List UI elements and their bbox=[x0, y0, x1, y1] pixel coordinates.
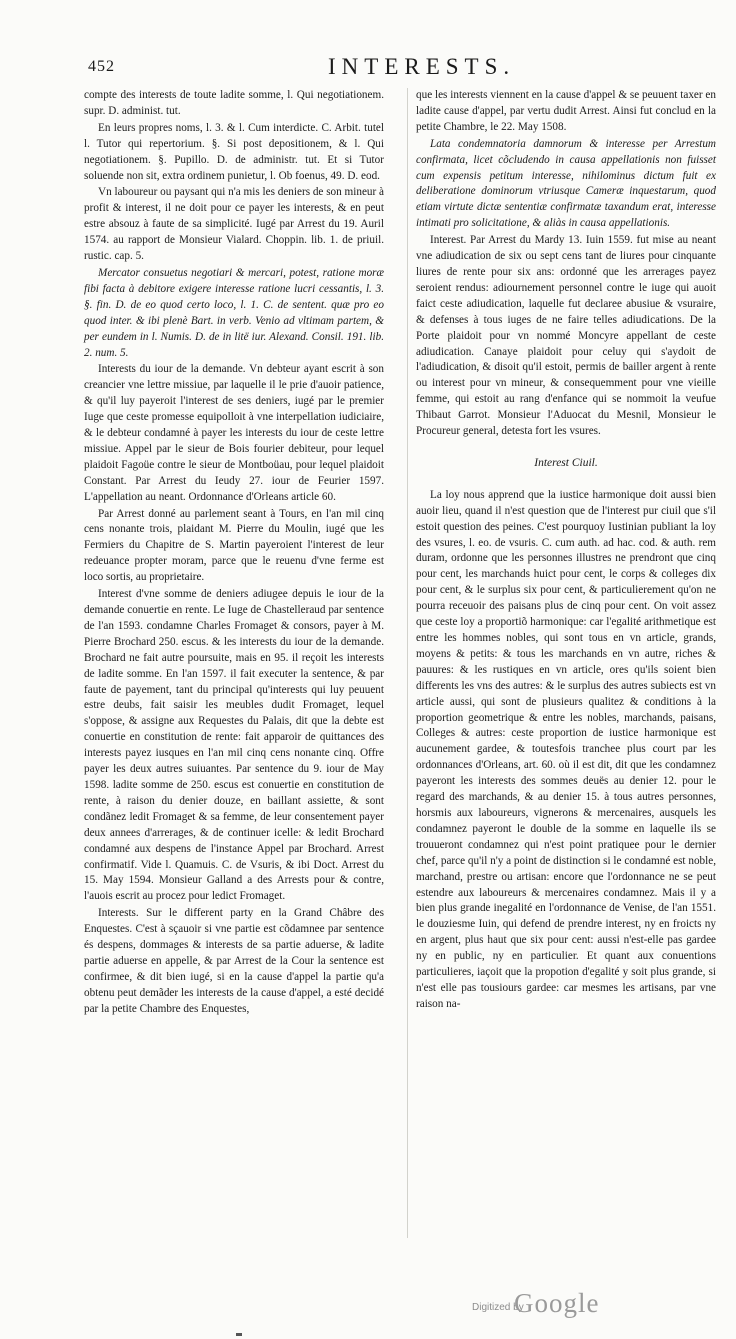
page-header bbox=[78, 50, 718, 86]
paragraph: Interests du iour de la demande. Vn debteur ayant escrit à son creancier vne lettre missiue, par laquelle il le prie d'auoir patience, & qu'il luy payeroit l'interest de ses deniers, iugé par le premier Iuge que ceste promesse equipolloit à vne interpellation iudiciaire, & le debteur condamné à payer les interests du iour de ceste lettre missiue. Appel par le sieur de Bois fourier debiteur, pour lequel plaidoit Fagoüe contre le sieur de Montboüau, pour lequel plaidoit Constant. Par Arrest du Ieudy 27. iour de Feurier 1597. L'appellation au neant. Ordonnance d'Orleans article 60. bbox=[84, 363, 384, 503]
paragraph: Vn laboureur ou paysant qui n'a mis les deniers de son mineur à profit & interest, il ne doit pour ce payer les interests, & en peut estre absouz à faute de sa simplicité. Iugé par Arrest du 19. Auril 1574. au rapport de Monsieur Vialard. Choppin. lib. 1. de priuil. rustic. cap. 5. bbox=[84, 186, 384, 263]
paragraph: compte des interests de toute ladite somme, l. Qui negotiationem. supr. D. administ. tut. bbox=[84, 89, 384, 117]
section-heading: Interest Ciuil. bbox=[534, 456, 598, 469]
paragraph: Interest d'vne somme de deniers adiugee depuis le iour de la demande conuertie en rente. Le Iuge de Chastelleraud par sentence de l'an 1593. condamne Charles Fromaget & consors, payer à M. Pierre Brochard 250. escus. & les interests du iour de la demande. Brochard ne fait autre poursuite, mais en 95. il reçoit les interests de ladite somme. En l'an 1597. il fait executer la sentence, & par faute de payement, tant du principal qu'interests qui luy peuuent estre deubs, fait saisir les meubles dudit Fromaget, lequel s'oppose, & assigne aux Requestes du Palais, dit que la debte est conuertie en constitution de rente: fait apparoir de quittances des interests payez iusques en l'an mil cinq cens nonante cinq. Offre payer les deux autres suiuantes. Par sentence du 9. iour de May 1598. ladite somme de 250. escus est conuertie en constitution de rente, à raison du denier douze, en baillant assiette, & sont condãnez ledit Fromaget & sa femme, de leur consentement payer deux annees d'arrerages, & de continuer icelle: & ledit Brochard condamné aux despens de l'instance Appel par Brochard. Arrest confirmatif. Vide l. Quamuis. C. de Vsuris, & ibi Doct. Arrest du 15. May 1594. Monsieur Galland a des Arrests pour & contre, l'auois escrit au procez pour ledict Fromaget. bbox=[84, 588, 384, 903]
paragraph: La loy nous apprend que la iustice harmonique doit aussi bien auoir lieu, quand il n'est question que de l'interest pur ciuil que s'il estoit question des peines. C'est pourquoy Iustinian publiant la loy des vsures, l. eo. de vsuris. C. cum auth. ad hac. cod. & auth. rem duram, ordonne que les personnes illustres ne prendront que cinq pour cent, les marchands huict pour cent, le corps & colleges dix pour cent, & le surplus six pour cent, & particulierement qu'on ne pourra receuoir des paisans plus de cinq pour cent. On voit assez que ceste loy a proportiõ harmonique: car l'egalité arithmetique est entre les hommes nobles, qui sont tous en vn article, grands, moyens & petits: & tous les marchands en vn autre, riches & pauures: & les rustiques en vn article, ores qu'ils soient bien differents les vns des autres: & le surplus des autres subiects est vn article aussi, qui sont de plusieurs qualitez & conditions à la proportion geometrique & entre les nobles, marchands, paisans, Colleges & autres: ceste proportion de iustice harmonique est aucunement gardee, & toutesfois tranchee plus court par les ordonnances d'Orleans, art. 60. où il est dit, dit que les condamnez payeront les interests des sommes deuës au denier 12. pour le regard des marchands, & au denier 15. à tous autres personnes, horsmis aux laboureurs, vignerons & mercenaires, ausquels les condamnez payeront le double de la somme en laquelle ils se trouueront condamnez qui n'est point pratiquee pour le dernier chef, parce qu'il n'y a point de distinction si le condamné est noble, marchand, prestre ou artisan: encore que l'ordonnance ne se peut estendre aux laboureurs & mercenaires condamnez. Mais il y a bien plus grande inegalité en l'ordonnance de Venise, de l'an 1551. le douziesme Iuin, qui defend de prendre interest, ny en froicts ny en argent, plus haut que six pour cent: aussi n'est-elle pas gardee ny en public, ny en particulier. Et quant aux conuentions particulieres, iaçoit que la propotion d'egalité y soit plus grande, si n'est elle pas tousiours gardee: car mesmes les artisans, par vne raison na- bbox=[416, 488, 716, 1010]
paragraph: Mercator consuetus negotiari & mercari, potest, ratione moræ fibi facta à debitore exigere interesse ratione lucri cessantis, l. 3. §. fin. D. de eo quod certo loco, l. 1. C. de sentent. quæ pro eo quod inter. & ibi plenè Bart. in verb. Venio ad vltimam partem, & per eundem in l. Numis. D. de in litë iur. Alexand. Consil. 191. lib. 2. num. 5. bbox=[84, 266, 384, 359]
paragraph: En leurs propres noms, l. 3. & l. Cum interdicte. C. Arbit. tutel l. Tutor qui repertorium. §. Si post depositionem, & l. Qui negotiationem. §. Pupillo. D. de administr. tut. Et si Tutor soluende non sit, extra ordinem punietur, l. Ob foenus, 49. D. eod. bbox=[84, 121, 384, 182]
paragraph: Interests. Sur le different party en la Grand Châbre des Enquestes. C'est à sçauoir si vne partie est cõdamnee par sentence és despens, dommages & interests de sa partie aduerse, & ladite partie aduerse en appelle, & par Arrest de la Cour la sentence est confirmee, & dit bien iugé, si en la cause d'appel la partie qu'a obtenu peut demãder les interests de la cause d'appel, a esté decidé par la petite Chambre des Enquestes, bbox=[84, 907, 384, 1015]
scan-speck bbox=[236, 1333, 242, 1336]
paragraph: Lata condemnatoria damnorum & interesse per Arrestum confirmata, licet cõcludendo in causa appellationis non fuisset cum expensis petitum interesse, nihilominus dictum fuit ex deliberatione dominorum vtriusque Cameræ inquestarum, quod etiam virtute dictæ sententiæ confirmatæ taxandum erat, interesse intimati pro solicitatione, & aliàs in causa appellationis. bbox=[416, 137, 716, 230]
page-number: 452 bbox=[88, 58, 115, 75]
digitized-by-google-watermark bbox=[472, 1288, 672, 1328]
running-title: INTERESTS. bbox=[328, 54, 516, 79]
google-logo: Google bbox=[514, 1288, 600, 1318]
digitized-by-label: Digitized by bbox=[472, 1302, 524, 1313]
left-column bbox=[84, 88, 384, 1019]
right-column bbox=[416, 88, 716, 1014]
paragraph: Interest. Par Arrest du Mardy 13. Iuin 1559. fut mise au neant vne adiudication de six ou sept cens tant de liures pour cinquante liures de rente pour six ans: ordonné que les arrerages payez seroient rendus: adiournement personnel contre le iuge qui auoit faict ceste adiudication, laquelle fut declaree abusiue & vsuraire, & defenses à tous iuges de ne faire telles adiudications. De la Porte plaidoit pour vn nommé Moncyre appellant de ceste adiudication. Canaye plaidoit pour celuy qui s'aydoit de l'adiudication, & disoit qu'il estoit, permis de bailler argent à rente ou interest pour vn mineur, & consequemment pour vne vieille femme, qui estoit au rang d'enfance qui se nommoit la veufue Thibaut Garrot. Monsieur l'Aduocat du Mesnil, Monsieur le Procureur general, detesta fort les vsures. bbox=[416, 234, 716, 438]
column-gutter bbox=[407, 88, 408, 1238]
paragraph: que les interests viennent en la cause d'appel & se peuuent taxer en ladite cause d'appel, par vertu dudit Arrest. Ainsi fut conclud en la petite Chambre, le 22. May 1508. bbox=[416, 89, 716, 133]
paragraph: Par Arrest donné au parlement seant à Tours, en l'an mil cinq cens nonante trois, plaidant M. Pierre du Moulin, iugé que les Fermiers du Chapitre de S. Martin payeroient l'interest de leur redeuance propter moram, parce que le reuenu d'vne ferme est loco sortis, au proprietaire. bbox=[84, 507, 384, 584]
